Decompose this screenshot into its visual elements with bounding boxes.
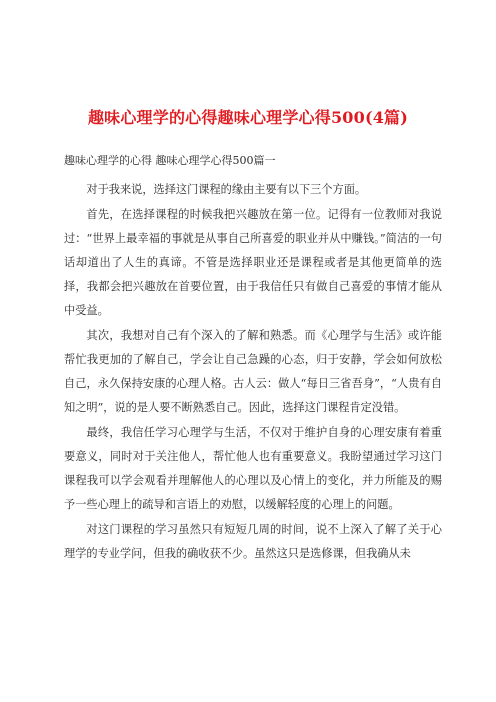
- section-heading: 趣味心理学的心得 趣味心理学心得500篇一: [64, 154, 276, 167]
- paragraph: 首先，在选择课程的时候我把兴趣放在第一位。记得有一位教师对我说过：“世界上最幸福的事就是从事自己所喜爱的职业并从中赚钱。”简洁的一句话却道出了人生的真谛。不管是选择职业还是课程或者是其他更简单的选择，我都会把兴趣放在首要位置，由于我信任只有做自己喜爱的事情才能从中受益。: [64, 208, 442, 317]
- paragraph: 对这门课程的学习虽然只有短短几周的时间，说不上深入了解了关于心理学的专业学问，但我的确收获不少。虽然这只是选修课，但我确从未: [64, 523, 442, 560]
- paragraph: 其次，我想对自己有个深入的了解和熟悉。而《心理学与生活》或许能帮忙我更加的了解自己，学会让自己急躁的心态，归于安静，学会如何放松自己，永久保持安康的心理人格。古人云：做人“每日三省吾身”，“人贵有自知之明”，说的是人要不断熟悉自己。因此，选择这门课程肯定没错。: [64, 329, 442, 414]
- paragraph: 最终，我信任学习心理学与生活，不仅对于维护自身的心理安康有着重要意义，同时对于关注他人，帮忙他人也有重要意义。我盼望通过学习这门课程我可以学会观看并理解他人的心理以及心情上的变化，并力所能及的赐予一些心理上的疏导和言语上的劝慰，以缓解轻度的心理上的问题。: [64, 426, 442, 511]
- paragraph: 对于我来说，选择这门课程的缘由主要有以下三个方面。: [86, 183, 367, 196]
- body-text: [64, 178, 442, 567]
- document-title: 趣味心理学的心得趣味心理学心得500(4篇): [87, 108, 409, 127]
